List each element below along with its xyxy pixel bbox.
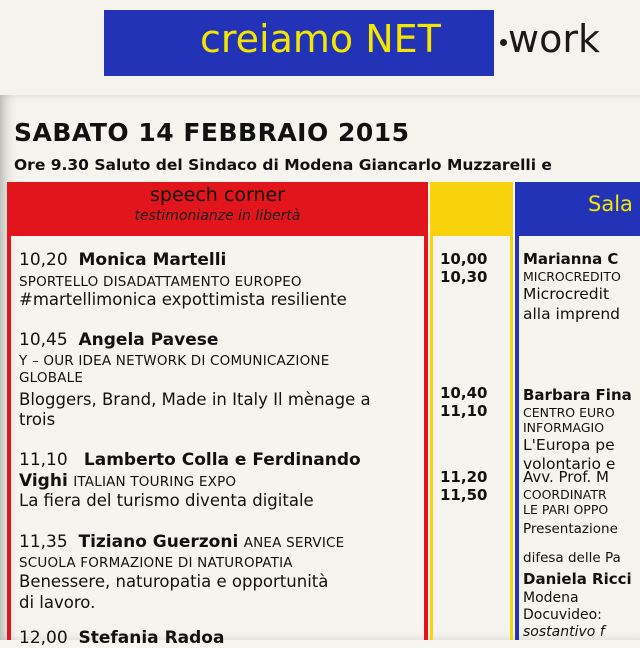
entry-description: Benessere, naturopatia e opportunità: [19, 572, 329, 591]
entry-4-header: [19, 532, 344, 552]
time-start: 11,20: [440, 468, 488, 486]
entry-time: 11,10: [19, 450, 68, 470]
sala-org: LE PARI OPPO: [523, 502, 609, 517]
entry-speaker: Vighi: [19, 471, 68, 491]
entry-speaker: Lamberto Colla e Ferdinando: [83, 450, 361, 470]
logo-dot-icon: [500, 39, 507, 46]
time-start: 10,40: [440, 384, 488, 402]
entry-org: ANEA SERVICE: [243, 535, 345, 551]
entry-org: GLOBALE: [19, 370, 84, 386]
sala-description: sostantivo f: [523, 624, 605, 640]
entry-speaker: Tiziano Guerzoni: [78, 532, 239, 552]
sala-speaker: Marianna C: [523, 250, 619, 268]
entry-time: 12,00: [19, 628, 68, 648]
sala-description: difesa delle Pa: [523, 550, 621, 566]
entry-speaker: Angela Pavese: [78, 330, 219, 350]
entry-org: Y – OUR IDEA NETWORK DI COMUNICAZIONE: [19, 353, 330, 369]
entry-org: SPORTELLO DISADATTAMENTO EUROPEO: [19, 274, 302, 290]
entry-time: 10,20: [19, 250, 68, 270]
entry-description: La fiera del turismo diventa digitale: [19, 491, 314, 510]
sala-speaker: Avv. Prof. M: [523, 468, 609, 486]
sala-description: Docuvideo:: [523, 607, 602, 623]
entry-1-header: [19, 250, 226, 270]
time-column: [430, 236, 513, 640]
logo-main-text: creiamo NET: [200, 17, 441, 61]
entry-speaker: Stefania Radoa: [78, 628, 225, 648]
entry-description: di lavoro.: [19, 593, 96, 612]
time-start: 10,00: [440, 250, 488, 268]
sala-description: volontario e: [523, 455, 616, 473]
entry-3-line2: [19, 471, 236, 491]
poster-title: SABATO 14 FEBBRAIO 2015: [14, 118, 410, 147]
sala-description: Presentazione: [523, 521, 618, 537]
sala-org: CENTRO EURO: [523, 405, 615, 420]
entry-time: 11,35: [19, 532, 68, 552]
time-end: 10,30: [440, 268, 488, 286]
entry-description: Bloggers, Brand, Made in Italy Il mènage a: [19, 390, 371, 409]
entry-org: SCUOLA FORMAZIONE DI NATUROPATIA: [19, 555, 293, 571]
sala-title: Sala: [588, 192, 633, 216]
logo-suffix-text: work: [508, 17, 600, 61]
sala-speaker: Daniela Ricci: [523, 570, 632, 588]
poster-subtitle: Ore 9.30 Saluto del Sindaco di Modena Giancarlo Muzzarelli e: [14, 156, 552, 174]
entry-2-header: [19, 330, 218, 350]
entry-time: 10,45: [19, 330, 68, 350]
sala-description: L'Europa pe: [523, 436, 615, 454]
entry-description: #martellimonica expottimista resiliente: [19, 290, 347, 309]
entry-5-header: [19, 628, 224, 648]
entry-speaker: Monica Martelli: [78, 250, 227, 270]
sala-description: Modena: [523, 590, 579, 606]
entry-description: trois: [19, 410, 56, 429]
sala-org: COORDINATR: [523, 487, 607, 502]
time-end: 11,10: [440, 402, 488, 420]
entry-org: ITALIAN TOURING EXPO: [73, 474, 237, 490]
sala-description: Microcredit: [523, 285, 610, 303]
speech-corner-title: speech corner: [150, 184, 285, 206]
sala-org: INFORMAGIO: [523, 420, 605, 435]
sala-speaker: Barbara Fina: [523, 386, 632, 404]
time-column-header: [430, 182, 513, 236]
time-end: 11,50: [440, 486, 488, 504]
speech-corner-subtitle: testimonianze in libertà: [134, 208, 301, 224]
sala-org: MICROCREDITO: [523, 269, 621, 284]
entry-3-header: [19, 450, 361, 470]
sala-description: alla imprend: [523, 305, 621, 323]
